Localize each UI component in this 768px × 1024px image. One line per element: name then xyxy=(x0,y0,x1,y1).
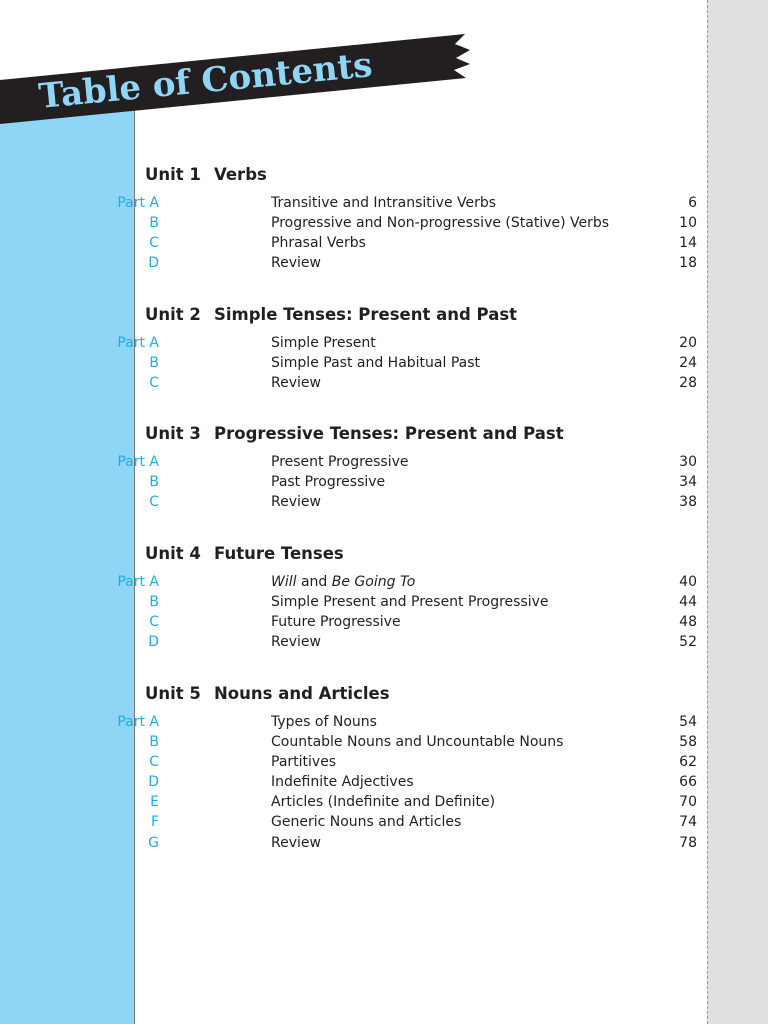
toc-entry[interactable] xyxy=(145,752,697,772)
toc-entry[interactable] xyxy=(145,592,697,612)
part-letter: B xyxy=(149,355,159,372)
part-topic: Review xyxy=(271,834,321,851)
toc-entry[interactable] xyxy=(145,353,697,373)
unit-1 xyxy=(117,164,697,273)
unit-4 xyxy=(117,543,697,652)
unit-title: Progressive Tenses: Present and Past xyxy=(214,424,564,443)
toc-entry[interactable] xyxy=(145,632,697,652)
part-letter: B xyxy=(149,734,159,751)
part-topic: Future Progressive xyxy=(271,614,401,631)
toc-entry[interactable] xyxy=(145,772,697,792)
part-letter: B xyxy=(149,215,159,232)
unit-title: Future Tenses xyxy=(214,544,344,563)
page-number: 70 xyxy=(679,794,697,811)
page-number: 74 xyxy=(679,814,697,831)
part-letter: C xyxy=(149,494,159,511)
page-number: 6 xyxy=(688,195,697,211)
unit-number: Unit 4 xyxy=(145,544,201,563)
toc-entry[interactable] xyxy=(145,253,697,273)
unit-heading xyxy=(145,423,665,445)
part-topic: Review xyxy=(271,255,321,272)
part-letter: C xyxy=(149,375,159,392)
toc-entry[interactable] xyxy=(145,472,697,492)
unit-2 xyxy=(117,304,697,393)
part-topic: Indefinite Adjectives xyxy=(271,774,414,791)
part-letter: E xyxy=(150,794,159,811)
part-topic: Simple Past and Habitual Past xyxy=(271,355,481,372)
page-number: 62 xyxy=(679,754,697,771)
toc-entry[interactable] xyxy=(117,712,697,732)
toc-entry[interactable] xyxy=(145,492,697,512)
part-letter: Part A xyxy=(117,714,159,730)
part-letter: G xyxy=(148,834,159,851)
page-number: 54 xyxy=(679,714,697,730)
part-letter: Part A xyxy=(117,195,159,211)
page-number: 44 xyxy=(679,594,697,611)
part-topic: Transitive and Intransitive Verbs xyxy=(271,195,497,211)
unit-number: Unit 5 xyxy=(145,684,201,703)
page-number: 20 xyxy=(679,335,697,351)
part-letter: D xyxy=(148,634,159,651)
part-topic: Present Progressive xyxy=(271,454,409,470)
toc-entry[interactable] xyxy=(145,792,697,812)
sidebar-color-band xyxy=(0,95,135,1024)
page-number: 24 xyxy=(679,355,697,372)
unit-heading xyxy=(145,164,665,186)
unit-3 xyxy=(117,423,697,512)
topic-italic: Will xyxy=(271,574,297,590)
title-banner xyxy=(0,0,480,130)
toc-entry[interactable] xyxy=(145,612,697,632)
page-number: 10 xyxy=(679,215,697,232)
unit-title: Verbs xyxy=(214,165,267,184)
part-letter: C xyxy=(149,614,159,631)
part-topic: Review xyxy=(271,375,321,392)
part-letter: B xyxy=(149,594,159,611)
toc-entry[interactable] xyxy=(117,572,697,592)
unit-heading xyxy=(145,683,665,705)
part-topic: Countable Nouns and Uncountable Nouns xyxy=(271,734,564,751)
toc-title: Table of Contents xyxy=(37,45,375,117)
toc-entry[interactable] xyxy=(117,452,697,472)
part-letter: C xyxy=(149,754,159,771)
part-topic: Phrasal Verbs xyxy=(271,235,366,252)
toc-entry[interactable] xyxy=(145,833,697,853)
page-number: 18 xyxy=(679,255,697,272)
unit-5 xyxy=(117,683,697,853)
part-topic: Review xyxy=(271,634,321,651)
unit-number: Unit 1 xyxy=(145,165,201,184)
topic-text: and xyxy=(300,574,328,590)
part-topic xyxy=(271,572,415,592)
part-letter: D xyxy=(148,774,159,791)
part-topic: Articles (Indefinite and Definite) xyxy=(271,794,496,811)
part-topic: Generic Nouns and Articles xyxy=(271,814,462,831)
unit-heading xyxy=(145,304,665,326)
page-number: 38 xyxy=(679,494,697,511)
unit-number: Unit 2 xyxy=(145,305,201,324)
part-topic: Past Progressive xyxy=(271,474,386,491)
part-letter: F xyxy=(150,814,159,831)
unit-title: Nouns and Articles xyxy=(214,684,390,703)
page-number: 52 xyxy=(679,634,697,651)
part-topic: Simple Present and Present Progressive xyxy=(271,594,549,611)
page-number: 34 xyxy=(679,474,697,491)
topic-italic: Be Going To xyxy=(331,574,416,590)
unit-heading xyxy=(145,543,665,565)
unit-title: Simple Tenses: Present and Past xyxy=(214,305,518,324)
toc-entry[interactable] xyxy=(145,732,697,752)
toc-entry[interactable] xyxy=(145,812,697,832)
page-right-margin xyxy=(707,0,768,1024)
toc-entry[interactable] xyxy=(117,333,697,353)
toc-entry[interactable] xyxy=(117,193,697,213)
part-topic: Types of Nouns xyxy=(271,714,377,730)
page-number: 66 xyxy=(679,774,697,791)
page-number: 40 xyxy=(679,574,697,590)
part-letter: C xyxy=(149,235,159,252)
page-number: 48 xyxy=(679,614,697,631)
page-number: 58 xyxy=(679,734,697,751)
part-letter: Part A xyxy=(117,574,159,590)
page-number: 14 xyxy=(679,235,697,252)
part-letter: Part A xyxy=(117,454,159,470)
page-number: 78 xyxy=(679,834,697,851)
toc-entry[interactable] xyxy=(145,213,697,233)
part-letter: B xyxy=(149,474,159,491)
part-topic: Simple Present xyxy=(271,335,376,351)
part-topic: Progressive and Non-progressive (Stative) Verbs xyxy=(271,215,610,232)
toc-entry[interactable] xyxy=(145,373,697,393)
part-letter: Part A xyxy=(117,335,159,351)
part-topic: Partitives xyxy=(271,754,337,771)
part-letter: D xyxy=(148,255,159,272)
unit-number: Unit 3 xyxy=(145,424,201,443)
part-topic: Review xyxy=(271,494,321,511)
toc-entry[interactable] xyxy=(145,233,697,253)
page-number: 30 xyxy=(679,454,697,470)
page-number: 28 xyxy=(679,375,697,392)
